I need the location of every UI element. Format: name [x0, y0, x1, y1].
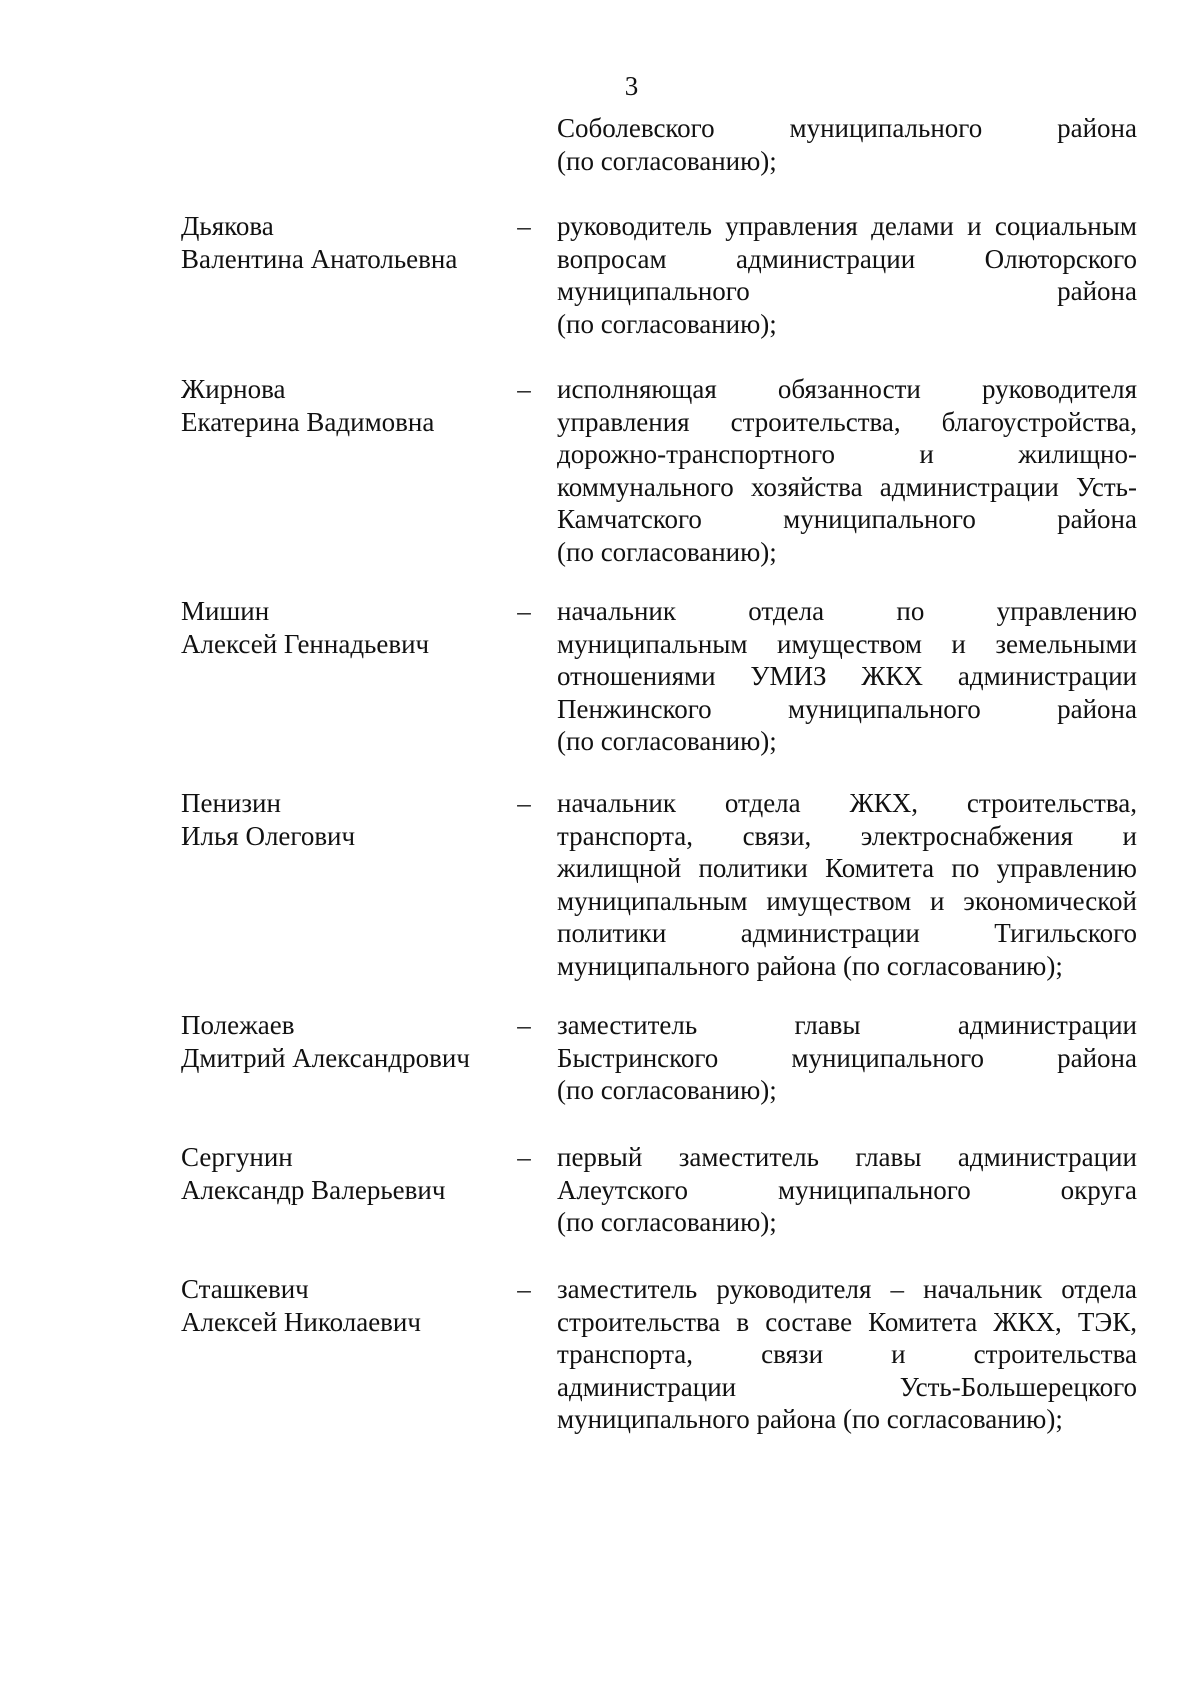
separator-dash: – — [517, 211, 531, 241]
position-line: администрации Усть-Большерецкого — [557, 1371, 1137, 1402]
member-position — [557, 1141, 1137, 1239]
member-position — [557, 210, 1137, 340]
position-line: управления строительства, благоустройства, — [557, 406, 1137, 437]
position-line: транспорта, связи и строительства — [557, 1339, 1137, 1369]
member-given-names: Валентина Анатольевна — [181, 243, 458, 274]
member-name — [181, 1141, 501, 1206]
position-line: (по согласованию); — [557, 1075, 777, 1105]
member-surname: Полежаев — [181, 1010, 295, 1040]
member-surname: Сташкевич — [181, 1274, 309, 1304]
position-line: дорожно-транспортного и жилищно- — [557, 439, 1137, 469]
position-line: Камчатского муниципального района — [557, 504, 1137, 534]
position-line: первый заместитель главы администрации — [557, 1142, 1137, 1172]
member-given-names: Алексей Геннадьевич — [181, 628, 430, 659]
separator-dash: – — [517, 374, 531, 404]
position-line: политики администрации Тигильского — [557, 918, 1137, 948]
member-position — [557, 1273, 1137, 1436]
member-name — [181, 112, 501, 177]
member-position — [557, 373, 1137, 568]
member-name — [181, 1009, 501, 1074]
position-line: заместитель руководителя – начальник отдела — [557, 1274, 1137, 1304]
position-line: муниципального района (по согласованию); — [557, 950, 1063, 981]
member-position — [557, 112, 1137, 177]
position-line: Быстринского муниципального района — [557, 1042, 1137, 1073]
member-given-names: Алексей Николаевич — [181, 1306, 421, 1337]
member-position — [557, 787, 1137, 982]
member-position — [557, 595, 1137, 758]
position-line: (по согласованию); — [557, 726, 777, 756]
position-line: муниципальным имуществом и земельными — [557, 628, 1137, 659]
member-surname: Пенизин — [181, 788, 281, 818]
position-line: муниципальным имуществом и экономической — [557, 885, 1137, 916]
member-name — [181, 1273, 501, 1338]
member-given-names: Екатерина Вадимовна — [181, 406, 435, 437]
member-given-names: Александр Валерьевич — [181, 1174, 446, 1205]
member-surname — [181, 112, 501, 145]
separator-dash: – — [517, 1010, 531, 1040]
separator-dash: – — [517, 788, 531, 818]
member-surname: Дьякова — [181, 211, 274, 241]
position-line: исполняющая обязанности руководителя — [557, 374, 1137, 404]
member-given-names: Дмитрий Александрович — [181, 1042, 470, 1073]
separator-dash: – — [517, 1142, 531, 1172]
position-line: начальник отдела по управлению — [557, 596, 1137, 626]
separator-dash: – — [517, 596, 531, 626]
position-line: строительства в составе Комитета ЖКХ, ТЭК, — [557, 1306, 1137, 1337]
member-name — [181, 787, 501, 852]
position-line: Пенжинского муниципального района — [557, 693, 1137, 724]
separator-dash: – — [517, 1274, 531, 1304]
member-given-names: Илья Олегович — [181, 820, 356, 851]
position-line: (по согласованию); — [557, 145, 777, 176]
position-line: руководитель управления делами и социальным — [557, 211, 1137, 241]
member-position — [557, 1009, 1137, 1107]
position-line: отношениями УМИЗ ЖКХ администрации — [557, 661, 1137, 691]
member-surname: Жирнова — [181, 374, 286, 404]
position-line: жилищной политики Комитета по управлению — [557, 853, 1137, 883]
member-name — [181, 210, 501, 275]
member-surname: Мишин — [181, 596, 270, 626]
position-line: Алеутского муниципального округа — [557, 1174, 1137, 1205]
member-name — [181, 595, 501, 660]
position-line: (по согласованию); — [557, 536, 777, 567]
member-given-names — [181, 145, 501, 178]
member-surname: Сергунин — [181, 1142, 293, 1172]
position-line: вопросам администрации Олюторского — [557, 243, 1137, 274]
position-line: (по согласованию); — [557, 1207, 777, 1237]
position-line: начальник отдела ЖКХ, строительства, — [557, 788, 1137, 818]
member-name — [181, 373, 501, 438]
position-line: коммунального хозяйства администрации Усть- — [557, 471, 1137, 502]
position-line: муниципального района (по согласованию); — [557, 1404, 1063, 1434]
position-line: (по согласованию); — [557, 308, 777, 339]
page-number: 3 — [624, 71, 639, 101]
position-line: заместитель главы администрации — [557, 1010, 1137, 1040]
position-line: муниципального района — [557, 276, 1137, 306]
position-line: транспорта, связи, электроснабжения и — [557, 820, 1137, 851]
position-line: Соболевского муниципального района — [557, 113, 1137, 143]
